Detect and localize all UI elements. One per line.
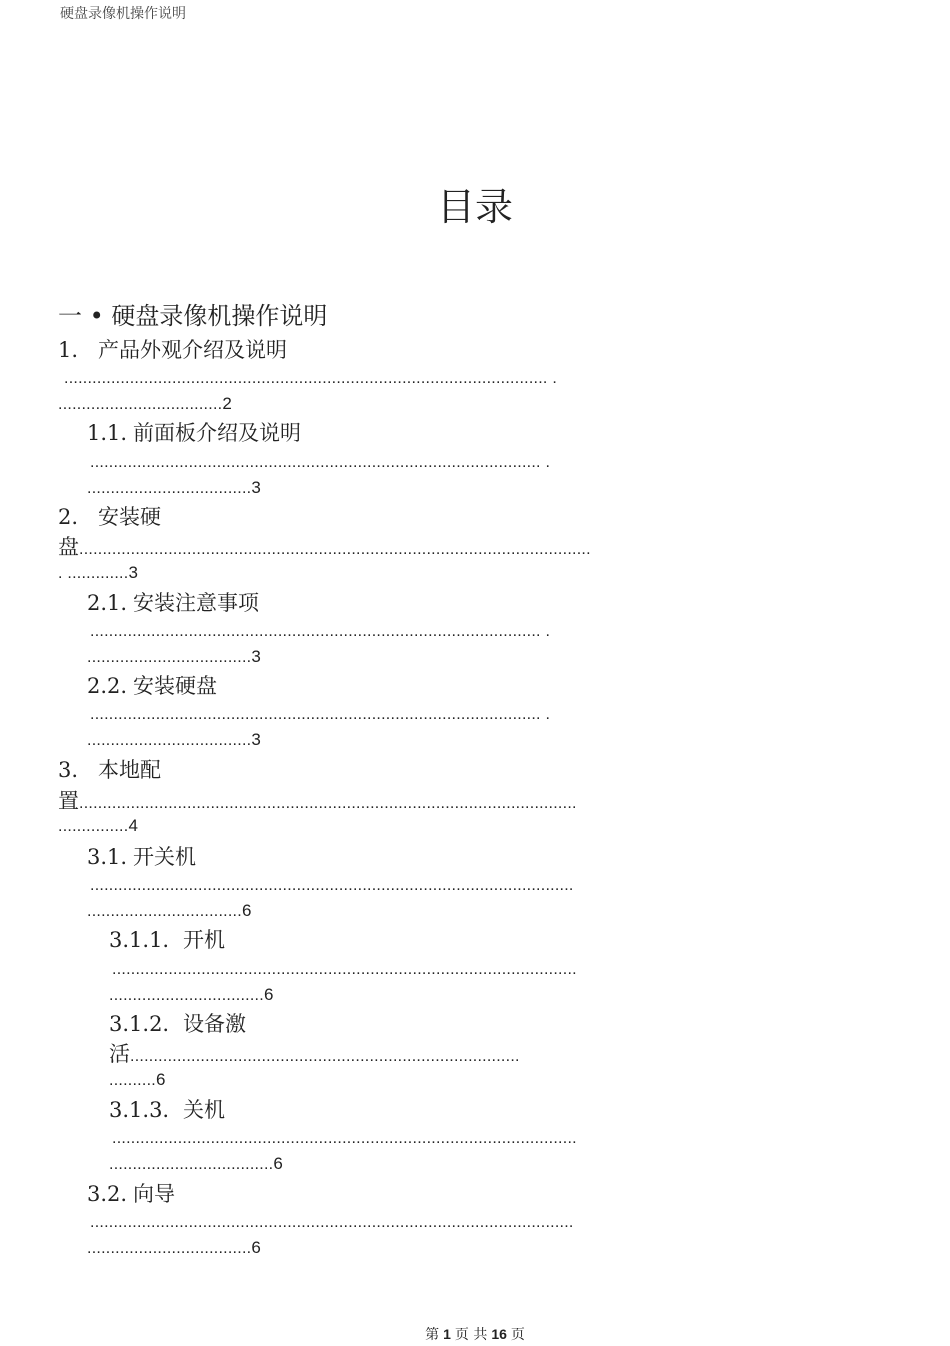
toc-entry-3-1-2-leader-cont: ..........6 [109, 1070, 166, 1089]
toc-entry-2-page[interactable]: 3 [128, 563, 139, 582]
toc-entry-number: 2.2. [87, 674, 128, 698]
toc-entry-number: 3.1.1. [109, 928, 170, 952]
toc-entry-2-1-leader: ................................................................................................ . [90, 623, 551, 640]
toc-entry-2-2-page[interactable]: 3 [251, 730, 262, 749]
toc-chapter-heading: 一 • 硬盘录像机操作说明 [58, 302, 328, 330]
toc-entry-3-1-3-leader-cont: ...................................6 [109, 1154, 284, 1173]
toc-entry-number: 3.1. [87, 845, 128, 869]
toc-entry-3-leader-cont: ...............4 [58, 816, 139, 835]
toc-entry-title: 开关机 [133, 845, 196, 869]
toc-entry-2-line2: 盘............................................................................................................. [58, 535, 591, 559]
toc-entry-1-1-heading[interactable] [87, 417, 301, 447]
toc-entry-1-1-leader: ................................................................................................ . [90, 454, 551, 471]
toc-entry-title: 开机 [183, 928, 225, 952]
toc-entry-3-heading[interactable] [58, 754, 161, 784]
toc-entry-2-2-heading[interactable] [87, 670, 217, 700]
toc-title: 目录 [436, 185, 513, 229]
toc-entry-number: 1. [58, 338, 79, 362]
toc-entry-1-1-page[interactable]: 3 [251, 478, 262, 497]
toc-entry-2-heading[interactable] [58, 501, 161, 531]
toc-entry-title: 关机 [183, 1098, 225, 1122]
toc-entry-3-2-heading[interactable] [87, 1178, 175, 1208]
toc-entry-3-1-leader: ....................................................................................................... [90, 877, 574, 894]
toc-entry-title: 本地配 [98, 758, 161, 782]
toc-entry-3-1-page[interactable]: 6 [241, 901, 252, 920]
page-footer [0, 1324, 950, 1344]
toc-entry-3-1-1-heading[interactable] [109, 924, 225, 954]
toc-entry-3-1-3-page[interactable]: 6 [273, 1154, 284, 1173]
toc-entry-number: 3.1.3. [109, 1098, 170, 1122]
toc-entry-3-1-2-page[interactable]: 6 [155, 1070, 166, 1089]
toc-entry-3-1-3-leader: ................................................................................................... [112, 1130, 577, 1147]
toc-entry-3-1-2-line2: 活................................................................................... [109, 1042, 520, 1066]
toc-entry-number: 2. [58, 505, 79, 529]
toc-entry-3-1-3-heading[interactable] [109, 1094, 225, 1124]
toc-entry-title: 产品外观介绍及说明 [98, 338, 287, 362]
toc-entry-title: 安装注意事项 [133, 591, 259, 615]
footer-prefix: 第 [425, 1327, 440, 1343]
toc-entry-title: 安装硬盘 [133, 674, 217, 698]
toc-entry-3-line2: 置.......................................................................................................... [58, 789, 577, 813]
toc-entry-number: 3. [58, 758, 79, 782]
toc-entry-3-1-1-leader: ................................................................................................... [112, 961, 577, 978]
toc-entry-number: 2.1. [87, 591, 128, 615]
toc-entry-1-leader-cont: ...................................2 [58, 394, 233, 413]
toc-entry-2-leader-cont: . .............3 [58, 563, 139, 582]
toc-entry-3-2-leader: ....................................................................................................... [90, 1214, 574, 1231]
toc-entry-title: 前面板介绍及说明 [133, 421, 301, 445]
footer-middle: 页 共 [454, 1327, 488, 1343]
footer-total-pages: 16 [491, 1326, 507, 1342]
toc-entry-3-1-1-page[interactable]: 6 [263, 985, 274, 1004]
footer-suffix: 页 [510, 1327, 525, 1343]
toc-entry-2-2-leader: ................................................................................................ . [90, 706, 551, 723]
toc-entry-2-1-page[interactable]: 3 [251, 647, 262, 666]
toc-entry-2-1-leader-cont: ...................................3 [87, 647, 262, 666]
toc-entry-1-leader: ....................................................................................................... . [64, 370, 558, 387]
toc-entry-2-2-leader-cont: ...................................3 [87, 730, 262, 749]
toc-entry-title: 设备激 [183, 1012, 246, 1036]
toc-entry-title: 安装硬 [98, 505, 161, 529]
toc-entry-number: 3.2. [87, 1182, 128, 1206]
toc-entry-3-1-heading[interactable] [87, 841, 196, 871]
toc-entry-2-1-heading[interactable] [87, 587, 259, 617]
toc-entry-3-1-1-leader-cont: .................................6 [109, 985, 274, 1004]
toc-entry-3-1-leader-cont: .................................6 [87, 901, 252, 920]
toc-entry-3-page[interactable]: 4 [128, 816, 139, 835]
toc-entry-3-2-leader-cont: ...................................6 [87, 1238, 262, 1257]
toc-entry-number: 3.1.2. [109, 1012, 170, 1036]
toc-entry-number: 1.1. [87, 421, 128, 445]
toc-entry-title: 向导 [133, 1182, 175, 1206]
toc-entry-1-1-leader-cont: ...................................3 [87, 478, 262, 497]
footer-page-number: 1 [443, 1326, 451, 1342]
page-header: 硬盘录像机操作说明 [60, 6, 186, 22]
toc-entry-1-page[interactable]: 2 [222, 394, 233, 413]
toc-entry-1-heading[interactable] [58, 334, 287, 364]
toc-entry-3-2-page[interactable]: 6 [251, 1238, 262, 1257]
toc-entry-3-1-2-heading[interactable] [109, 1008, 246, 1038]
